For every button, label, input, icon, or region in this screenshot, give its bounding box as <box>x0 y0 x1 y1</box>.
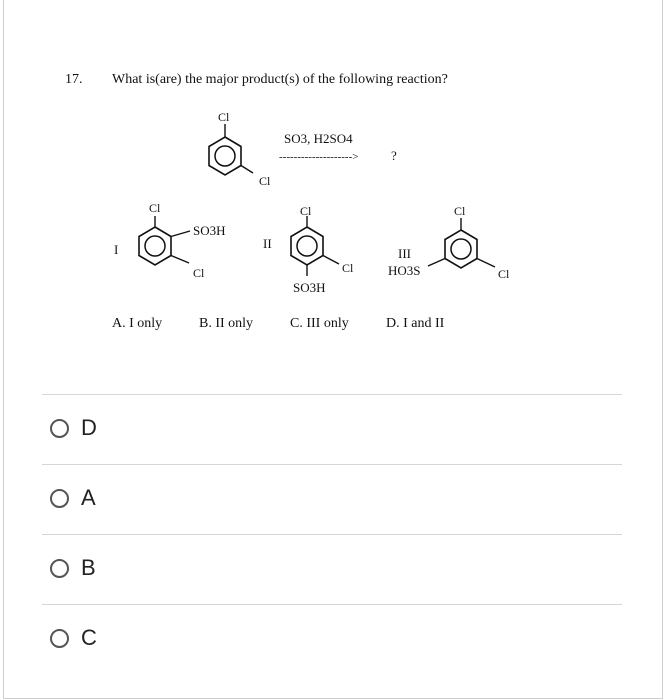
option-a[interactable] <box>50 480 96 516</box>
product-iii-ho3s: HO3S <box>388 263 421 278</box>
product-ii-molecule <box>263 204 354 295</box>
option-label: C <box>81 625 97 650</box>
reactant-benzene-ring <box>209 137 241 175</box>
reactant-cl-right: Cl <box>259 174 271 188</box>
option-label: A <box>81 485 96 510</box>
product-placeholder: ? <box>391 148 397 163</box>
product-ii-cl-top: Cl <box>300 204 312 218</box>
reactant-bond-right <box>241 166 253 174</box>
product-ii-aromatic-circle <box>297 236 317 256</box>
product-iii-molecule <box>388 204 510 281</box>
divider <box>42 464 622 465</box>
product-ii-benzene-ring <box>291 227 323 265</box>
product-ii-so3h: SO3H <box>293 280 326 295</box>
product-i-aromatic-circle <box>145 236 165 256</box>
reaction-diagram <box>0 0 669 340</box>
product-i-bond-bottom <box>171 256 189 264</box>
product-iii-bond-left <box>428 259 445 267</box>
radio-circle-icon[interactable] <box>50 489 69 508</box>
choice-b: B. II only <box>199 316 254 331</box>
choice-c: C. III only <box>290 316 349 331</box>
choice-a: A. I only <box>112 316 163 331</box>
option-d[interactable] <box>50 410 97 446</box>
option-label: B <box>81 555 96 580</box>
question-text: What is(are) the major product(s) of the following reaction? <box>112 72 448 87</box>
product-i-so3h: SO3H <box>193 223 226 238</box>
product-i-cl-bottom: Cl <box>193 266 205 280</box>
product-iii-cl-right: Cl <box>498 267 510 281</box>
option-c[interactable] <box>50 620 97 656</box>
divider <box>42 534 622 535</box>
product-ii-cl-right: Cl <box>342 261 354 275</box>
product-iii-label: III <box>398 246 411 261</box>
option-label: D <box>81 415 97 440</box>
product-iii-bond-right <box>477 259 495 268</box>
product-i-cl-top: Cl <box>149 201 161 215</box>
reagents-label: SO3, H2SO4 <box>284 131 353 146</box>
product-ii-label: II <box>263 236 272 251</box>
reactant-molecule <box>209 110 271 188</box>
product-i-molecule <box>114 201 226 280</box>
product-ii-bond-right <box>323 256 339 265</box>
product-iii-aromatic-circle <box>451 239 471 259</box>
radio-circle-icon[interactable] <box>50 559 69 578</box>
reactant-aromatic-circle <box>215 146 235 166</box>
question-number: 17. <box>65 72 83 87</box>
radio-circle-icon[interactable] <box>50 419 69 438</box>
divider <box>42 604 622 605</box>
choice-d: D. I and II <box>386 316 445 331</box>
option-b[interactable] <box>50 550 96 586</box>
divider <box>42 394 622 395</box>
radio-circle-icon[interactable] <box>50 629 69 648</box>
product-i-benzene-ring <box>139 227 171 265</box>
product-i-bond-right <box>171 231 190 237</box>
product-i-label: I <box>114 242 119 257</box>
reactant-cl-top: Cl <box>218 110 230 124</box>
reaction-arrow: --------------------> <box>279 151 359 163</box>
product-iii-benzene-ring <box>445 230 477 268</box>
product-iii-cl-top: Cl <box>454 204 466 218</box>
